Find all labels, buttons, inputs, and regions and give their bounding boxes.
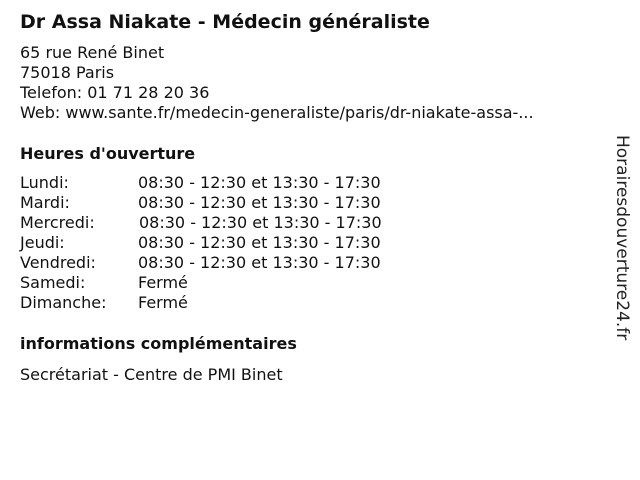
day-label: Dimanche: [20,293,107,312]
address-street: 65 rue René Binet [20,43,165,62]
hours-row-thursday [20,233,440,253]
hours-row-monday [20,173,440,193]
page-title: Dr Assa Niakate - Médecin généraliste [20,11,430,33]
day-hours: 08:30 - 12:30 et 13:30 - 17:30 [138,233,381,252]
hours-row-sunday [20,293,440,313]
web-line: Web: www.sante.fr/medecin-generaliste/paris/dr-niakate-assa-... [20,103,534,122]
day-hours: Fermé [138,273,188,292]
day-label: Samedi: [20,273,86,292]
day-label: Mercredi: [20,213,95,232]
hours-row-saturday [20,273,440,293]
day-label: Vendredi: [20,253,96,272]
day-label: Lundi: [20,173,69,192]
hours-row-wednesday [20,213,440,233]
opening-hours-heading: Heures d'ouverture [20,144,196,163]
day-hours: 08:30 - 12:30 et 13:30 - 17:30 [138,173,381,192]
hours-row-tuesday [20,193,440,213]
day-hours: 08:30 - 12:30 et 13:30 - 17:30 [139,213,382,232]
day-hours: 08:30 - 12:30 et 13:30 - 17:30 [138,193,381,212]
day-hours: Fermé [138,293,188,312]
watermark-text: Horairesdouverture24.fr [612,135,632,341]
hours-row-friday [20,253,440,273]
address-city: 75018 Paris [20,63,115,82]
additional-info-heading: informations complémentaires [20,334,297,353]
site-watermark [612,135,634,370]
additional-info-text: Secrétariat - Centre de PMI Binet [20,365,283,384]
day-label: Jeudi: [20,233,65,252]
day-hours: 08:30 - 12:30 et 13:30 - 17:30 [138,253,381,272]
phone-line: Telefon: 01 71 28 20 36 [20,83,210,102]
day-label: Mardi: [20,193,70,212]
